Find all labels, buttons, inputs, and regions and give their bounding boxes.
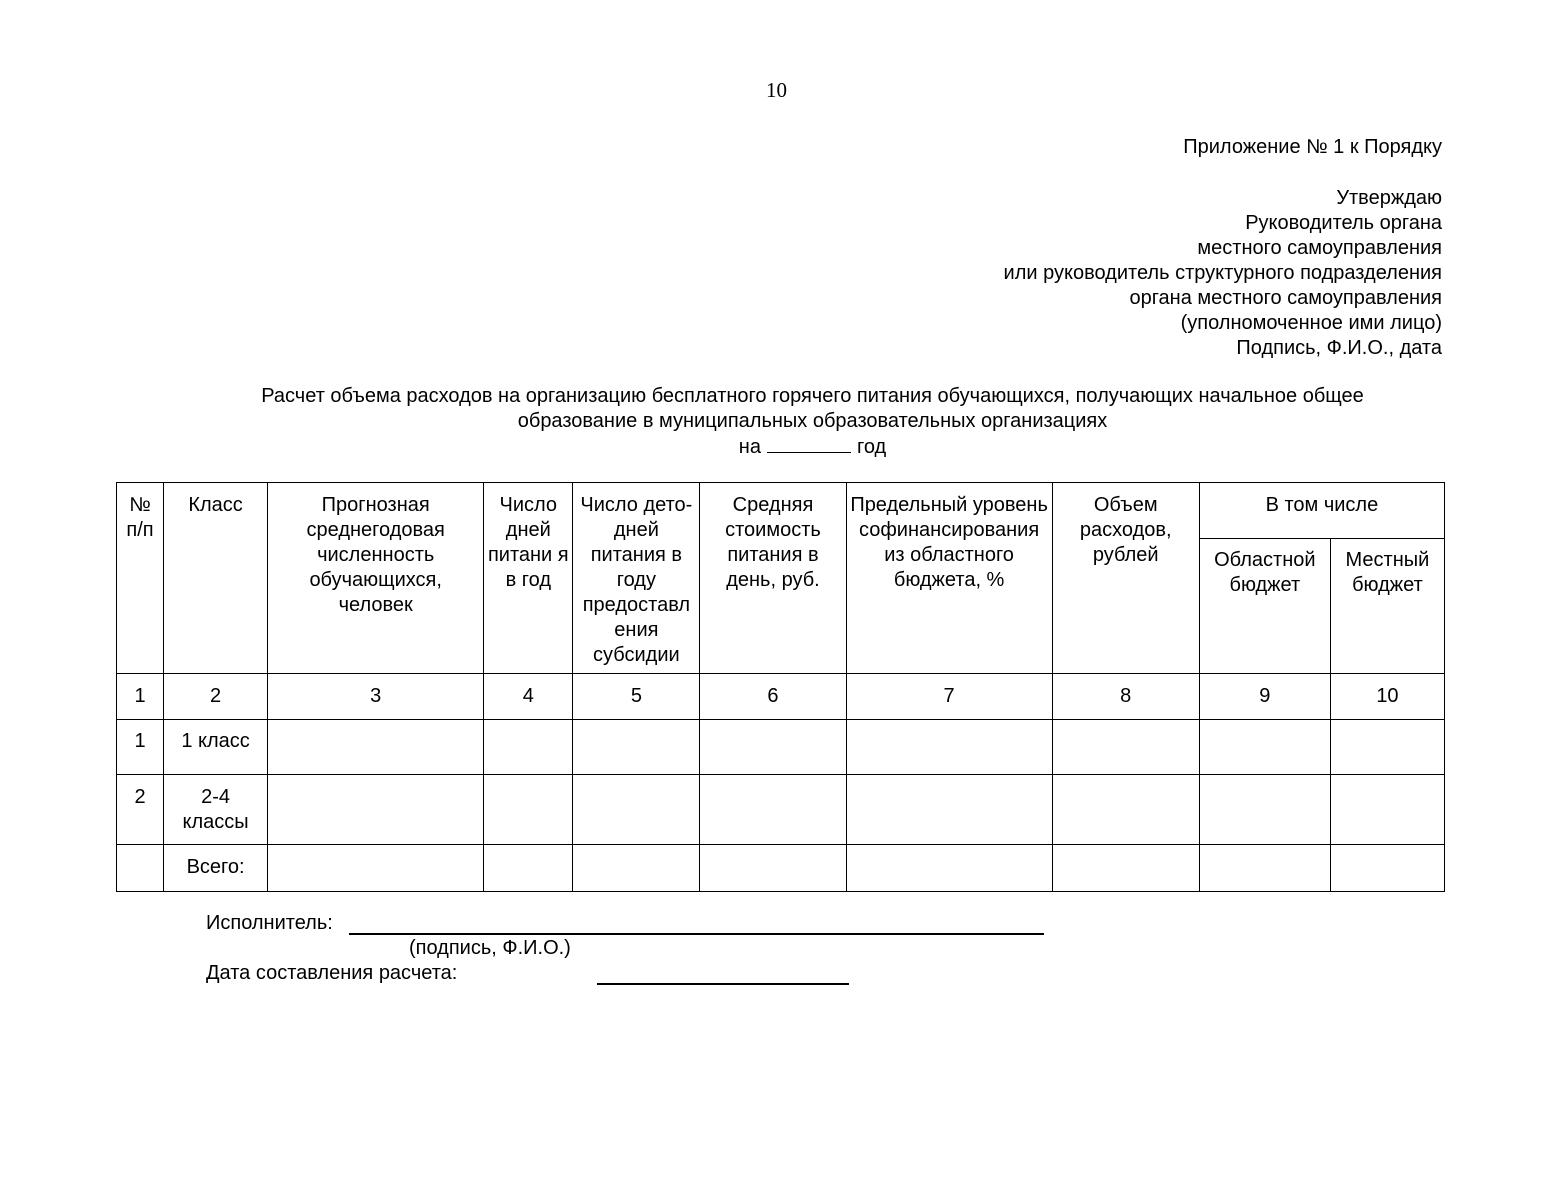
column-number: 4 bbox=[484, 674, 573, 720]
approval-line: Утверждаю bbox=[1336, 187, 1442, 209]
approval-line: или руководитель структурного подразделения bbox=[1003, 262, 1442, 284]
empty-cell[interactable] bbox=[484, 845, 573, 892]
row-class: 1 класс bbox=[164, 720, 268, 775]
header-including: В том числе bbox=[1199, 483, 1444, 539]
title-line-2: образование в муниципальных образовательных организациях bbox=[517, 410, 1108, 432]
column-number: 8 bbox=[1052, 674, 1199, 720]
column-number: 3 bbox=[268, 674, 484, 720]
column-number: 7 bbox=[846, 674, 1052, 720]
signature-hint: (подпись, Ф.И.О.) bbox=[409, 937, 571, 959]
empty-cell[interactable] bbox=[700, 845, 846, 892]
page-number: 10 bbox=[766, 78, 787, 102]
empty-cell[interactable] bbox=[846, 775, 1052, 845]
empty-cell[interactable] bbox=[1199, 775, 1330, 845]
column-number: 2 bbox=[164, 674, 268, 720]
header-child-days: Число дето-дней питания в году предоставл ения субсидии bbox=[573, 483, 700, 674]
column-number-row bbox=[117, 674, 1445, 720]
header-avg-cost: Средняя стоимость питания в день, руб. bbox=[700, 483, 846, 674]
title-line-1: Расчет объема расходов на организацию бесплатного горячего питания обучающихся, получающих начальное общее bbox=[261, 385, 1364, 407]
header-local: Местный бюджет bbox=[1330, 539, 1444, 674]
year-prefix: на bbox=[738, 436, 761, 458]
header-forecast: Прогнозная среднегодовая численность обучающихся, человек bbox=[268, 483, 484, 674]
empty-cell[interactable] bbox=[1199, 845, 1330, 892]
date-label: Дата составления расчета: bbox=[206, 962, 458, 984]
executor-label: Исполнитель: bbox=[206, 912, 333, 934]
empty-cell[interactable] bbox=[484, 720, 573, 775]
empty-cell[interactable] bbox=[1052, 720, 1199, 775]
table-row-total bbox=[117, 845, 1445, 892]
title-year-line bbox=[0, 434, 1553, 460]
empty-cell[interactable] bbox=[1330, 775, 1444, 845]
header-num: № п/п bbox=[117, 483, 164, 674]
column-number: 10 bbox=[1330, 674, 1444, 720]
appendix-reference: Приложение № 1 к Порядку bbox=[1183, 136, 1442, 158]
header-volume: Объем расходов, рублей bbox=[1052, 483, 1199, 674]
document-title bbox=[0, 384, 1553, 460]
empty-cell[interactable] bbox=[1199, 720, 1330, 775]
empty-cell[interactable] bbox=[268, 775, 484, 845]
year-blank-field[interactable] bbox=[767, 434, 851, 453]
header-regional: Областной бюджет bbox=[1199, 539, 1330, 674]
executor-signature-line[interactable] bbox=[349, 933, 1044, 935]
empty-cell[interactable] bbox=[1330, 720, 1444, 775]
header-class: Класс bbox=[164, 483, 268, 674]
empty-cell[interactable] bbox=[846, 845, 1052, 892]
approval-line: органа местного самоуправления bbox=[1129, 287, 1442, 309]
approval-block bbox=[1004, 186, 1442, 361]
row-num bbox=[117, 845, 164, 892]
approval-line: Подпись, Ф.И.О., дата bbox=[1236, 337, 1442, 359]
empty-cell[interactable] bbox=[573, 845, 700, 892]
approval-line: Руководитель органа bbox=[1245, 212, 1442, 234]
row-num: 2 bbox=[117, 775, 164, 845]
empty-cell[interactable] bbox=[484, 775, 573, 845]
column-number: 9 bbox=[1199, 674, 1330, 720]
empty-cell[interactable] bbox=[573, 720, 700, 775]
header-days: Число дней питани я в год bbox=[484, 483, 573, 674]
empty-cell[interactable] bbox=[268, 845, 484, 892]
empty-cell[interactable] bbox=[1330, 845, 1444, 892]
date-signature-line[interactable] bbox=[597, 983, 849, 985]
empty-cell[interactable] bbox=[1052, 775, 1199, 845]
table-row bbox=[117, 720, 1445, 775]
empty-cell[interactable] bbox=[573, 775, 700, 845]
table-row bbox=[117, 775, 1445, 845]
column-number: 5 bbox=[573, 674, 700, 720]
row-class: 2-4 классы bbox=[164, 775, 268, 845]
row-num: 1 bbox=[117, 720, 164, 775]
empty-cell[interactable] bbox=[700, 775, 846, 845]
approval-line: (уполномоченное ими лицо) bbox=[1180, 312, 1442, 334]
empty-cell[interactable] bbox=[700, 720, 846, 775]
header-cofinancing: Предельный уровень софинансирования из областного бюджета, % bbox=[846, 483, 1052, 674]
empty-cell[interactable] bbox=[1052, 845, 1199, 892]
empty-cell[interactable] bbox=[268, 720, 484, 775]
row-class: Всего: bbox=[164, 845, 268, 892]
calculation-table bbox=[116, 482, 1445, 892]
approval-line: местного самоуправления bbox=[1197, 237, 1442, 259]
column-number: 1 bbox=[117, 674, 164, 720]
column-number: 6 bbox=[700, 674, 846, 720]
year-suffix: год bbox=[856, 436, 887, 458]
empty-cell[interactable] bbox=[846, 720, 1052, 775]
